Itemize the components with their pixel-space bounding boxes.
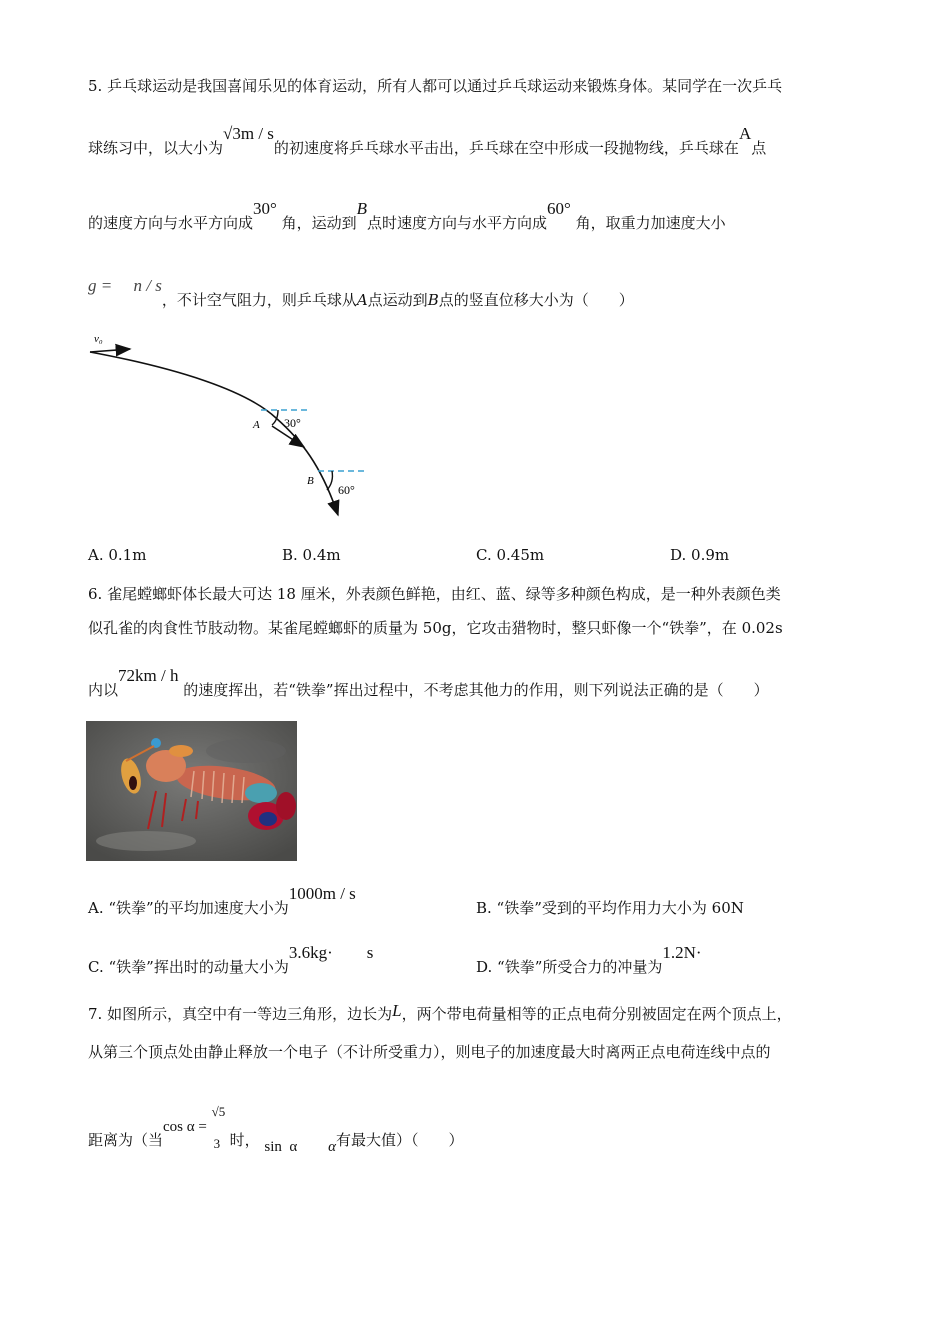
option-text: A. “铁拳”的平均加速度大小为 [88,899,289,917]
fraction [211,1104,230,1151]
q5-line-4 [88,276,634,310]
angle-60: 60° [547,199,571,218]
point-a-label: A [356,291,368,309]
q6-option-b[interactable] [476,898,744,918]
q6-line-1: 6. 雀尾螳螂虾体长最大可达 18 厘米，外表颜色鲜艳，由红、蓝、绿等多种颜色构成，是一种外表颜色类 [88,585,781,603]
q7-line-2: 从第三个顶点处由静止释放一个电子（不计所受重力），则电子的加速度最大时离两正点电荷连线中点的 [88,1043,771,1061]
q5-text: 角，取重力加速度大小 [575,214,726,232]
q5-option-a[interactable]: A. 0.1m [88,546,147,564]
q5-line-2 [88,124,767,158]
q6-line-2: 似孔雀的肉食性节肢动物。某雀尾螳螂虾的质量为 50g，它攻击猎物时，整只虾像一个“铁拳”，在 0.02s [88,619,783,637]
q6-text: 内以 [88,681,119,699]
option-formula: 1000m / s [288,884,356,903]
initial-velocity-formula: √3m / s [223,124,274,143]
q6-option-a[interactable] [88,884,356,918]
side-length-l: L [392,1001,402,1020]
q5-text: 点运动到 [367,291,428,309]
point-b-label: B [356,199,368,218]
cos-formula: cos α = [163,1119,207,1135]
fraction-numerator: √5 [211,1104,226,1119]
q6-line-3 [88,666,769,700]
q7-text: 距离为（当 [88,1131,164,1149]
q7-text: ，两个带电荷量相等的正点电荷分别被固定在两个顶点上， [401,1005,792,1023]
angle-b-label: 60° [338,483,355,497]
alpha-symbol: α [328,1139,336,1155]
q7-line-1 [88,1001,792,1024]
angle-30: 30° [253,199,277,218]
q5-text: 5. 乒乓球运动是我国喜闻乐见的体育运动，所有人都可以通过乒乓球运动来锻炼身体。某同学在一次乒乓 [88,77,783,95]
q5-option-b[interactable]: B. 0.4m [282,546,341,564]
q5-text: 球练习中，以大小为 [88,139,224,157]
q6-option-d[interactable] [476,943,702,977]
mantis-shrimp-photo [86,721,297,861]
speed-formula: 72km / h [118,666,179,685]
option-text: C. “铁拳”挥出时的动量大小为 [88,958,289,976]
v0-arrow-icon [90,349,130,352]
q5-option-d[interactable]: D. 0.9m [670,546,730,564]
q5-line-3 [88,199,726,233]
option-formula: 3.6kg· s [288,943,374,962]
q7-text: 7. 如图所示，真空中有一等边三角形，边长为 [88,1005,393,1023]
q6-text: 的速度挥出，若“铁拳”挥出过程中，不考虑其他力的作用，则下列说法正确的是（ ） [183,681,769,699]
q5-text: 点 [751,139,767,157]
q5-text: 点时速度方向与水平方向成 [367,214,548,232]
q7-text: 有最大值）（ ） [335,1131,464,1149]
point-b-label: B [427,291,439,309]
q5-text: ，不计空气阻力，则乒乓球从 [161,291,357,309]
point-b-label: B [307,475,314,487]
gravity-formula: g = n / s [88,276,162,295]
q5-line-1 [88,76,782,96]
trajectory-diagram [86,330,386,525]
q5-text: 的初速度将乒乓球水平击出，乒乓球在空中形成一段抛物线，乒乓球在 [273,139,739,157]
angle-a-label: 30° [284,416,301,430]
point-a-label: A [253,419,260,431]
q7-text: 时， [229,1131,260,1149]
q5-text: 的速度方向与水平方向成 [88,214,254,232]
option-text: B. “铁拳”受到的平均作用力大小为 60N [476,899,744,917]
option-text: D. “铁拳”所受合力的冲量为 [476,958,663,976]
option-formula: 1.2N· [662,943,702,962]
trajectory-curve [90,352,338,515]
q5-text: 点的竖直位移大小为（ ） [438,291,634,309]
q5-option-c[interactable]: C. 0.45m [476,546,545,564]
v0-label: v₀ [94,333,103,345]
point-a-label: A [738,124,752,143]
q5-text: 角，运动到 [281,214,357,232]
q6-option-c[interactable] [88,943,374,977]
sin-formula: sin α [264,1139,298,1155]
fraction-denominator: 3 [213,1136,221,1151]
q7-line-3 [88,1104,464,1155]
